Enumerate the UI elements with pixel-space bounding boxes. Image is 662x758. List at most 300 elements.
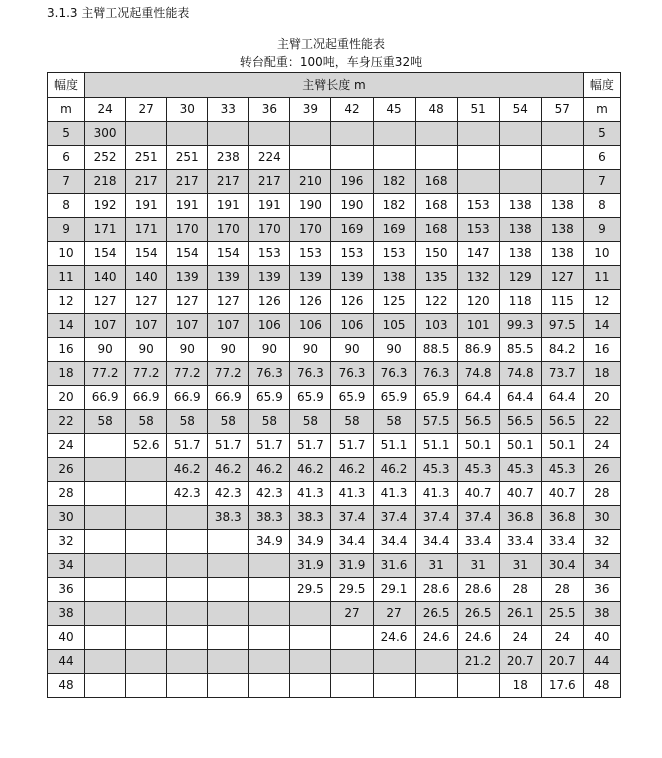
- capacity-cell: 129: [499, 266, 541, 290]
- capacity-cell: 153: [290, 242, 331, 266]
- table-row: [48, 146, 621, 170]
- table-row: [48, 122, 621, 146]
- capacity-cell: 28.6: [457, 578, 499, 602]
- radius-cell-left: 30: [48, 506, 85, 530]
- capacity-cell: 58: [249, 410, 290, 434]
- capacity-cell: 40.7: [541, 482, 583, 506]
- radius-cell-left: 12: [48, 290, 85, 314]
- capacity-cell: [541, 170, 583, 194]
- capacity-cell: 31.9: [290, 554, 331, 578]
- capacity-cell: 170: [249, 218, 290, 242]
- capacity-cell: [290, 626, 331, 650]
- capacity-cell: [208, 122, 249, 146]
- capacity-cell: 127: [126, 290, 167, 314]
- capacity-cell: 26.5: [457, 602, 499, 626]
- capacity-cell: 34.9: [290, 530, 331, 554]
- radius-cell-left: 22: [48, 410, 85, 434]
- capacity-cell: 170: [167, 218, 208, 242]
- capacity-cell: [290, 650, 331, 674]
- capacity-cell: 31: [415, 554, 457, 578]
- capacity-cell: [249, 554, 290, 578]
- capacity-cell: 27: [331, 602, 373, 626]
- capacity-cell: 21.2: [457, 650, 499, 674]
- capacity-cell: [167, 626, 208, 650]
- capacity-cell: 107: [167, 314, 208, 338]
- capacity-cell: [415, 674, 457, 698]
- capacity-cell: 58: [167, 410, 208, 434]
- capacity-cell: 26.1: [499, 602, 541, 626]
- radius-cell-right: 11: [583, 266, 620, 290]
- capacity-cell: 107: [126, 314, 167, 338]
- capacity-cell: 76.3: [290, 362, 331, 386]
- capacity-cell: 182: [373, 170, 415, 194]
- capacity-cell: 46.2: [290, 458, 331, 482]
- capacity-cell: 45.3: [457, 458, 499, 482]
- capacity-cell: [126, 650, 167, 674]
- capacity-cell: [249, 602, 290, 626]
- capacity-cell: 135: [415, 266, 457, 290]
- table-row: [48, 266, 621, 290]
- capacity-cell: 24.6: [457, 626, 499, 650]
- radius-cell-right: 8: [583, 194, 620, 218]
- capacity-cell: 97.5: [541, 314, 583, 338]
- capacity-cell: 51.1: [415, 434, 457, 458]
- table-row: [48, 410, 621, 434]
- capacity-cell: 182: [373, 194, 415, 218]
- capacity-cell: 217: [208, 170, 249, 194]
- capacity-cell: [167, 578, 208, 602]
- capacity-cell: [249, 578, 290, 602]
- capacity-cell: [167, 602, 208, 626]
- capacity-cell: 191: [167, 194, 208, 218]
- boom-length-header: 36: [249, 98, 290, 122]
- capacity-cell: 46.2: [249, 458, 290, 482]
- capacity-cell: 169: [331, 218, 373, 242]
- radius-cell-left: 8: [48, 194, 85, 218]
- boom-length-header: 45: [373, 98, 415, 122]
- capacity-cell: 147: [457, 242, 499, 266]
- capacity-cell: 36.8: [541, 506, 583, 530]
- capacity-cell: [457, 146, 499, 170]
- capacity-cell: 31: [457, 554, 499, 578]
- capacity-cell: 33.4: [457, 530, 499, 554]
- capacity-cell: 103: [415, 314, 457, 338]
- capacity-cell: [167, 530, 208, 554]
- capacity-cell: 56.5: [457, 410, 499, 434]
- table-row: [48, 362, 621, 386]
- capacity-cell: 64.4: [499, 386, 541, 410]
- boom-length-header: 54: [499, 98, 541, 122]
- capacity-cell: [373, 146, 415, 170]
- capacity-cell: [208, 530, 249, 554]
- radius-cell-left: 44: [48, 650, 85, 674]
- capacity-cell: 42.3: [249, 482, 290, 506]
- table-body: [48, 73, 621, 698]
- capacity-cell: 90: [290, 338, 331, 362]
- capacity-cell: 73.7: [541, 362, 583, 386]
- capacity-cell: 34.4: [415, 530, 457, 554]
- radius-cell-left: 7: [48, 170, 85, 194]
- radius-cell-left: 28: [48, 482, 85, 506]
- radius-cell-right: 9: [583, 218, 620, 242]
- capacity-cell: 37.4: [415, 506, 457, 530]
- table-row: [48, 338, 621, 362]
- boom-length-header: 57: [541, 98, 583, 122]
- radius-cell-right: 36: [583, 578, 620, 602]
- capacity-cell: 251: [126, 146, 167, 170]
- capacity-cell: [208, 602, 249, 626]
- capacity-cell: 127: [167, 290, 208, 314]
- capacity-cell: 168: [415, 194, 457, 218]
- radius-cell-right: 48: [583, 674, 620, 698]
- capacity-cell: 45.3: [499, 458, 541, 482]
- capacity-cell: [208, 554, 249, 578]
- capacity-cell: 154: [208, 242, 249, 266]
- radius-cell-left: 11: [48, 266, 85, 290]
- capacity-cell: 120: [457, 290, 499, 314]
- capacity-cell: 196: [331, 170, 373, 194]
- capacity-cell: 107: [208, 314, 249, 338]
- radius-cell-left: 9: [48, 218, 85, 242]
- capacity-cell: 153: [373, 242, 415, 266]
- capacity-cell: 191: [208, 194, 249, 218]
- capacity-cell: [85, 650, 126, 674]
- capacity-cell: 153: [249, 242, 290, 266]
- radius-cell-right: 14: [583, 314, 620, 338]
- capacity-cell: 76.3: [249, 362, 290, 386]
- capacity-cell: 30.4: [541, 554, 583, 578]
- radius-cell-left: 10: [48, 242, 85, 266]
- capacity-cell: 138: [541, 242, 583, 266]
- capacity-cell: [85, 602, 126, 626]
- capacity-cell: 37.4: [373, 506, 415, 530]
- boom-length-header: 51: [457, 98, 499, 122]
- capacity-cell: [126, 578, 167, 602]
- capacity-cell: 90: [126, 338, 167, 362]
- capacity-cell: 107: [85, 314, 126, 338]
- capacity-cell: 118: [499, 290, 541, 314]
- radius-unit-left: m: [48, 98, 85, 122]
- capacity-cell: 58: [331, 410, 373, 434]
- capacity-cell: 251: [167, 146, 208, 170]
- radius-cell-left: 18: [48, 362, 85, 386]
- capacity-cell: 106: [331, 314, 373, 338]
- table-row: [48, 218, 621, 242]
- radius-cell-left: 20: [48, 386, 85, 410]
- capacity-cell: 57.5: [415, 410, 457, 434]
- capacity-cell: 28: [499, 578, 541, 602]
- capacity-cell: 88.5: [415, 338, 457, 362]
- capacity-cell: 33.4: [541, 530, 583, 554]
- table-row: [48, 458, 621, 482]
- capacity-cell: 58: [373, 410, 415, 434]
- table-row: [48, 434, 621, 458]
- capacity-cell: [85, 530, 126, 554]
- header-row-lengths: [48, 98, 621, 122]
- capacity-cell: 41.3: [290, 482, 331, 506]
- capacity-cell: [457, 674, 499, 698]
- capacity-cell: [85, 674, 126, 698]
- capacity-cell: [85, 434, 126, 458]
- capacity-cell: 56.5: [499, 410, 541, 434]
- capacity-cell: 41.3: [373, 482, 415, 506]
- capacity-cell: [541, 122, 583, 146]
- capacity-cell: 217: [249, 170, 290, 194]
- capacity-cell: 154: [126, 242, 167, 266]
- capacity-cell: 138: [541, 194, 583, 218]
- capacity-cell: 127: [541, 266, 583, 290]
- capacity-cell: 90: [331, 338, 373, 362]
- capacity-cell: [85, 506, 126, 530]
- radius-cell-right: 44: [583, 650, 620, 674]
- capacity-cell: 65.9: [331, 386, 373, 410]
- capacity-cell: 38.3: [249, 506, 290, 530]
- capacity-cell: 51.7: [208, 434, 249, 458]
- capacity-cell: [331, 122, 373, 146]
- capacity-cell: [126, 122, 167, 146]
- capacity-cell: 34.4: [373, 530, 415, 554]
- boom-length-header: 24: [85, 98, 126, 122]
- table-row: [48, 482, 621, 506]
- capacity-cell: 65.9: [249, 386, 290, 410]
- radius-cell-right: 12: [583, 290, 620, 314]
- capacity-cell: 24.6: [373, 626, 415, 650]
- capacity-cell: 24.6: [415, 626, 457, 650]
- capacity-cell: [331, 674, 373, 698]
- table-row: [48, 602, 621, 626]
- radius-label-right: 幅度: [583, 73, 620, 98]
- radius-cell-right: 7: [583, 170, 620, 194]
- capacity-cell: 99.3: [499, 314, 541, 338]
- capacity-cell: 25.5: [541, 602, 583, 626]
- capacity-cell: 153: [331, 242, 373, 266]
- capacity-cell: 168: [415, 170, 457, 194]
- capacity-cell: 28: [541, 578, 583, 602]
- capacity-cell: 29.1: [373, 578, 415, 602]
- capacity-cell: 139: [249, 266, 290, 290]
- capacity-cell: 65.9: [290, 386, 331, 410]
- table-row: [48, 242, 621, 266]
- table-row: [48, 626, 621, 650]
- capacity-cell: [249, 650, 290, 674]
- radius-cell-right: 34: [583, 554, 620, 578]
- capacity-cell: [126, 458, 167, 482]
- capacity-cell: 65.9: [415, 386, 457, 410]
- radius-cell-left: 24: [48, 434, 85, 458]
- capacity-cell: 65.9: [373, 386, 415, 410]
- radius-label-left: 幅度: [48, 73, 85, 98]
- table-row: [48, 290, 621, 314]
- capacity-cell: [499, 146, 541, 170]
- capacity-cell: [208, 626, 249, 650]
- capacity-cell: 84.2: [541, 338, 583, 362]
- capacity-cell: [499, 170, 541, 194]
- capacity-cell: [415, 122, 457, 146]
- capacity-cell: 51.7: [290, 434, 331, 458]
- capacity-cell: 138: [499, 242, 541, 266]
- capacity-cell: 31.9: [331, 554, 373, 578]
- capacity-cell: [499, 122, 541, 146]
- capacity-cell: [85, 482, 126, 506]
- capacity-cell: [126, 530, 167, 554]
- capacity-cell: 140: [85, 266, 126, 290]
- capacity-cell: 20.7: [541, 650, 583, 674]
- capacity-cell: 38.3: [290, 506, 331, 530]
- capacity-cell: 90: [373, 338, 415, 362]
- capacity-cell: 66.9: [208, 386, 249, 410]
- capacity-cell: [331, 146, 373, 170]
- capacity-cell: 42.3: [208, 482, 249, 506]
- capacity-cell: [126, 506, 167, 530]
- table-row: [48, 506, 621, 530]
- radius-cell-left: 16: [48, 338, 85, 362]
- radius-cell-right: 16: [583, 338, 620, 362]
- capacity-cell: [85, 554, 126, 578]
- capacity-cell: 224: [249, 146, 290, 170]
- load-chart-table: [47, 72, 621, 698]
- capacity-cell: 252: [85, 146, 126, 170]
- capacity-cell: 122: [415, 290, 457, 314]
- capacity-cell: 125: [373, 290, 415, 314]
- capacity-cell: [208, 674, 249, 698]
- capacity-cell: 24: [541, 626, 583, 650]
- capacity-cell: 191: [249, 194, 290, 218]
- capacity-cell: [167, 554, 208, 578]
- capacity-cell: [249, 674, 290, 698]
- capacity-cell: 217: [126, 170, 167, 194]
- capacity-cell: 90: [208, 338, 249, 362]
- capacity-cell: 46.2: [208, 458, 249, 482]
- capacity-cell: 64.4: [541, 386, 583, 410]
- radius-cell-right: 28: [583, 482, 620, 506]
- radius-cell-left: 26: [48, 458, 85, 482]
- capacity-cell: 41.3: [415, 482, 457, 506]
- capacity-cell: 64.4: [457, 386, 499, 410]
- radius-cell-left: 38: [48, 602, 85, 626]
- radius-cell-right: 6: [583, 146, 620, 170]
- capacity-cell: [126, 602, 167, 626]
- capacity-cell: 31.6: [373, 554, 415, 578]
- boom-length-header: 42: [331, 98, 373, 122]
- capacity-cell: 77.2: [167, 362, 208, 386]
- capacity-cell: [249, 626, 290, 650]
- capacity-cell: 85.5: [499, 338, 541, 362]
- capacity-cell: 58: [85, 410, 126, 434]
- capacity-cell: 66.9: [167, 386, 208, 410]
- capacity-cell: 76.3: [415, 362, 457, 386]
- capacity-cell: 45.3: [541, 458, 583, 482]
- capacity-cell: 24: [499, 626, 541, 650]
- capacity-cell: [126, 554, 167, 578]
- capacity-cell: 77.2: [126, 362, 167, 386]
- capacity-cell: [290, 602, 331, 626]
- table-row: [48, 194, 621, 218]
- table-row: [48, 530, 621, 554]
- header-row-top: [48, 73, 621, 98]
- capacity-cell: 76.3: [331, 362, 373, 386]
- radius-cell-right: 22: [583, 410, 620, 434]
- capacity-cell: 150: [415, 242, 457, 266]
- capacity-cell: 46.2: [167, 458, 208, 482]
- capacity-cell: 42.3: [167, 482, 208, 506]
- capacity-cell: [249, 122, 290, 146]
- capacity-cell: [208, 650, 249, 674]
- capacity-cell: [85, 458, 126, 482]
- boom-length-header: 48: [415, 98, 457, 122]
- capacity-cell: 17.6: [541, 674, 583, 698]
- capacity-cell: [126, 482, 167, 506]
- capacity-cell: [167, 506, 208, 530]
- radius-cell-left: 5: [48, 122, 85, 146]
- capacity-cell: 86.9: [457, 338, 499, 362]
- capacity-cell: 74.8: [457, 362, 499, 386]
- capacity-cell: 170: [290, 218, 331, 242]
- capacity-cell: 170: [208, 218, 249, 242]
- capacity-cell: 26.5: [415, 602, 457, 626]
- table-row: [48, 578, 621, 602]
- capacity-cell: 38.3: [208, 506, 249, 530]
- capacity-cell: 138: [499, 218, 541, 242]
- capacity-cell: 45.3: [415, 458, 457, 482]
- capacity-cell: 18: [499, 674, 541, 698]
- capacity-cell: 106: [290, 314, 331, 338]
- capacity-cell: [167, 122, 208, 146]
- radius-cell-right: 26: [583, 458, 620, 482]
- radius-cell-left: 40: [48, 626, 85, 650]
- capacity-cell: 34.9: [249, 530, 290, 554]
- capacity-cell: 139: [290, 266, 331, 290]
- capacity-cell: 29.5: [290, 578, 331, 602]
- radius-cell-right: 38: [583, 602, 620, 626]
- capacity-cell: 127: [85, 290, 126, 314]
- capacity-cell: [85, 578, 126, 602]
- capacity-cell: 77.2: [208, 362, 249, 386]
- capacity-cell: 37.4: [457, 506, 499, 530]
- capacity-cell: 56.5: [541, 410, 583, 434]
- radius-cell-right: 32: [583, 530, 620, 554]
- capacity-cell: [457, 170, 499, 194]
- radius-cell-right: 20: [583, 386, 620, 410]
- capacity-cell: 40.7: [499, 482, 541, 506]
- capacity-cell: 58: [290, 410, 331, 434]
- radius-cell-left: 48: [48, 674, 85, 698]
- table-title: 主臂工况起重性能表: [276, 37, 385, 51]
- capacity-cell: 46.2: [331, 458, 373, 482]
- capacity-cell: 51.7: [249, 434, 290, 458]
- capacity-cell: [457, 122, 499, 146]
- table-row: [48, 650, 621, 674]
- capacity-cell: 40.7: [457, 482, 499, 506]
- capacity-cell: 169: [373, 218, 415, 242]
- capacity-cell: 238: [208, 146, 249, 170]
- radius-cell-left: 34: [48, 554, 85, 578]
- radius-cell-right: 30: [583, 506, 620, 530]
- capacity-cell: 58: [208, 410, 249, 434]
- capacity-cell: [208, 578, 249, 602]
- capacity-cell: 300: [85, 122, 126, 146]
- capacity-cell: 139: [167, 266, 208, 290]
- capacity-cell: 27: [373, 602, 415, 626]
- boom-length-header: 39: [290, 98, 331, 122]
- capacity-cell: 20.7: [499, 650, 541, 674]
- radius-cell-left: 32: [48, 530, 85, 554]
- capacity-cell: 90: [167, 338, 208, 362]
- capacity-cell: 132: [457, 266, 499, 290]
- capacity-cell: 127: [208, 290, 249, 314]
- capacity-cell: 51.7: [331, 434, 373, 458]
- capacity-cell: 74.8: [499, 362, 541, 386]
- capacity-cell: 126: [331, 290, 373, 314]
